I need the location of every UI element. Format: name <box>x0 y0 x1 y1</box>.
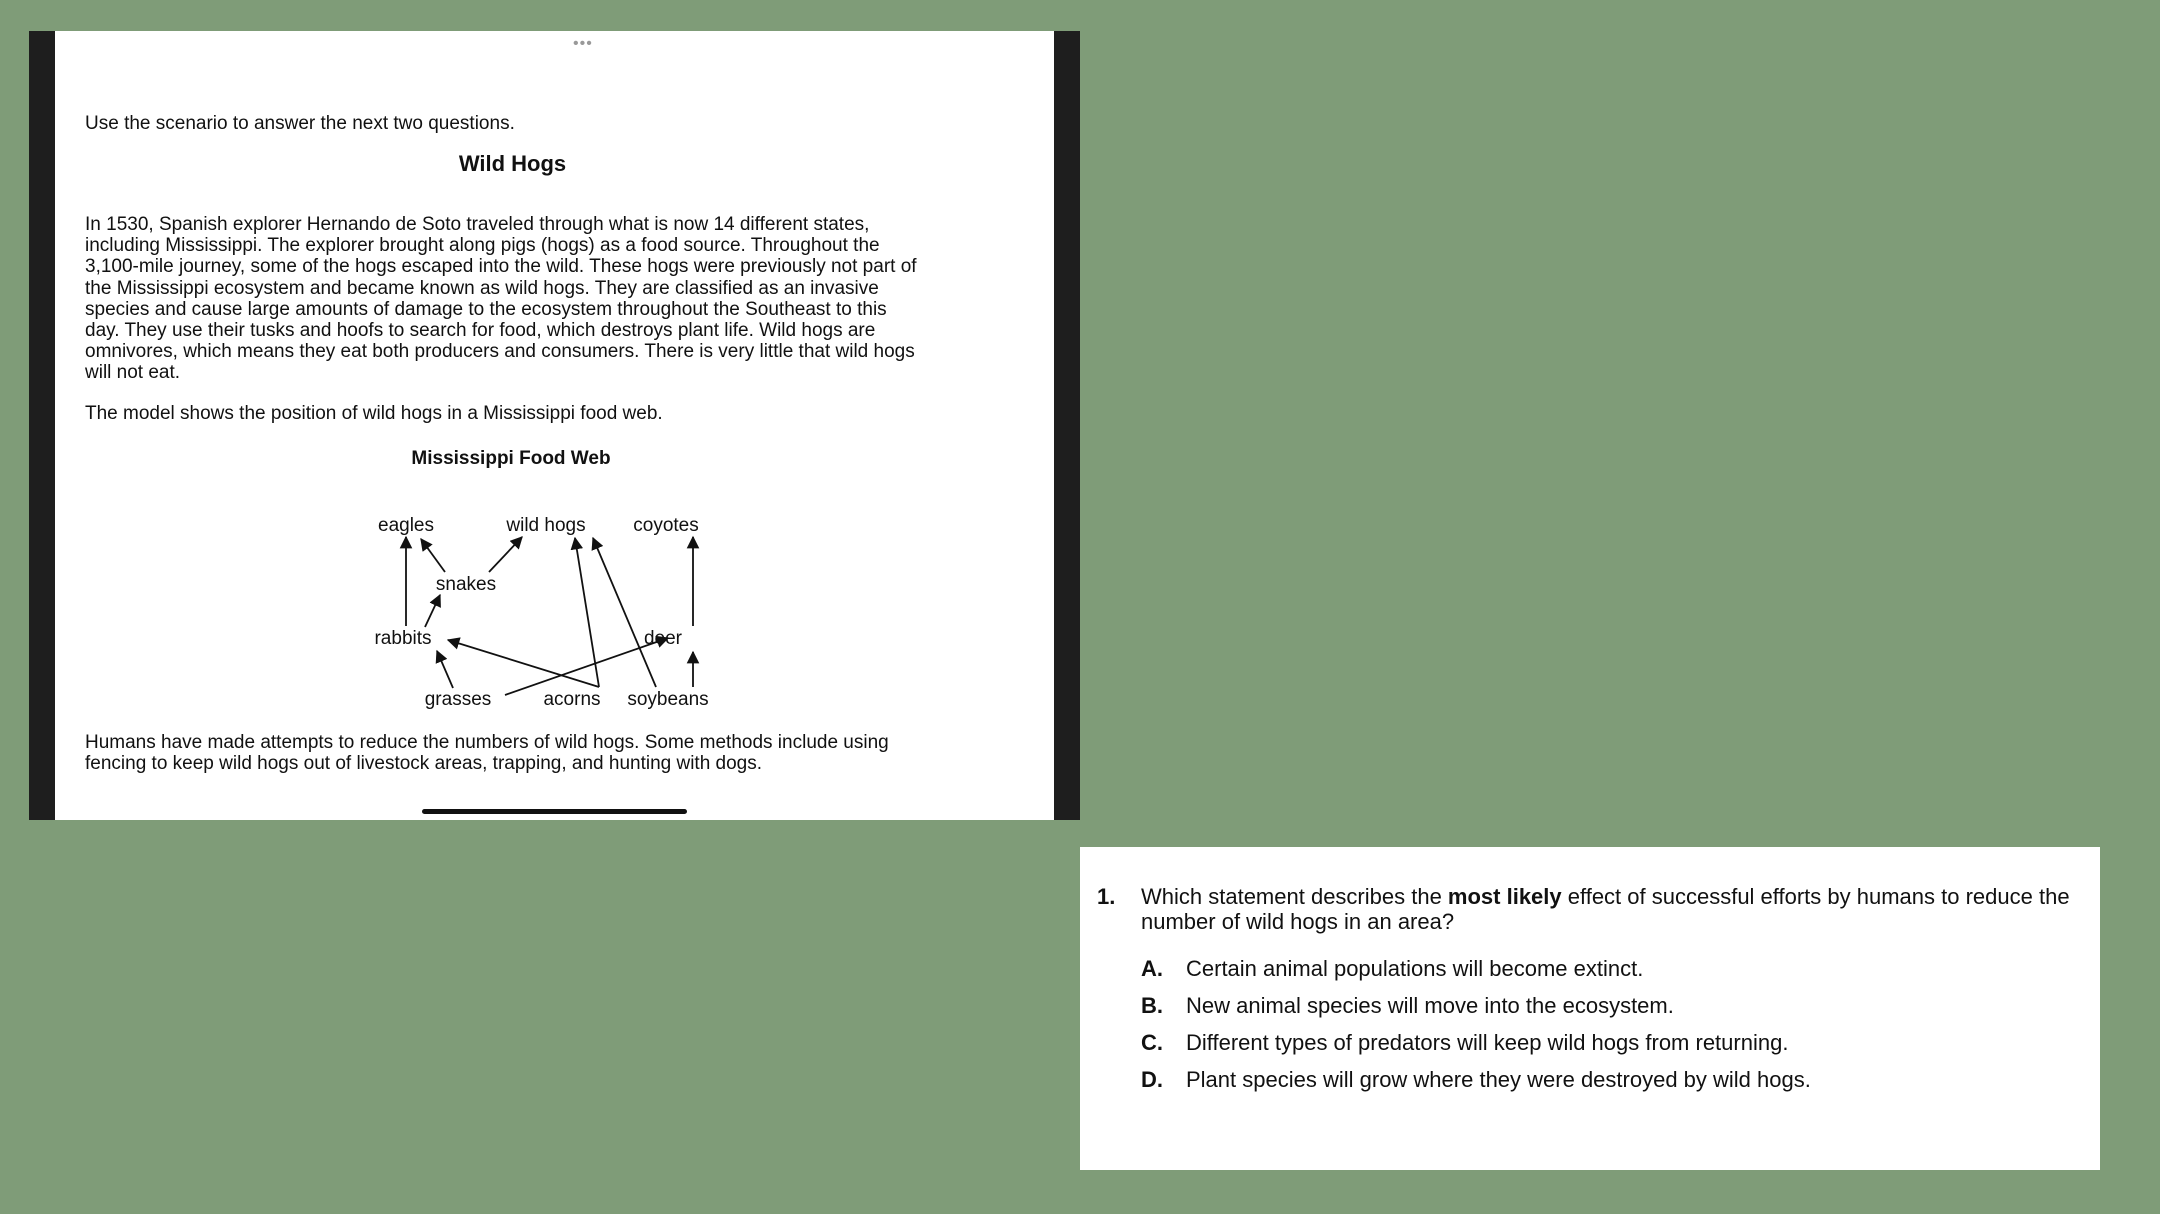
organism-soybeans: soybeans <box>627 689 709 710</box>
organism-snakes: snakes <box>435 574 497 595</box>
paragraph-line: In 1530, Spanish explorer Hernando de Soto traveled through what is now 14 different states, <box>85 214 870 235</box>
question-stem-start: Which statement describes the <box>1141 884 1448 909</box>
more-options-icon[interactable]: ••• <box>573 35 593 52</box>
paragraph-line: day. They use their tusks and hoofs to search for food, which destroys plant life. Wild hogs are <box>85 320 876 342</box>
arrow-rabbits-to-snakes <box>425 595 440 627</box>
paragraph-line: the Mississippi ecosystem and became known as wild hogs. They are classified as an invasive <box>85 277 879 299</box>
scenario-title: Wild Hogs <box>458 151 567 176</box>
paragraph-line: will not eat. <box>85 362 181 384</box>
paragraph-line: fencing to keep wild hogs out of livestock areas, trapping, and hunting with dogs. <box>85 753 763 775</box>
paragraph-line: species and cause large amounts of damage to the ecosystem throughout the Southeast to this <box>85 298 887 320</box>
tablet-frame <box>29 31 1080 820</box>
arrow-soybeans-to-wild-hogs <box>593 538 656 687</box>
answer-choice-c[interactable] <box>1141 1030 1788 1056</box>
scenario-instruction: Use the scenario to answer the next two questions. <box>85 113 515 134</box>
choice-text: Plant species will grow where they were destroyed by wild hogs. <box>1186 1067 1811 1092</box>
question-stem-end: effect of successful efforts by humans to reduce the number of wild hogs in an area? <box>1141 884 2070 934</box>
food-web-diagram <box>85 471 945 721</box>
organism-coyotes: coyotes <box>633 515 699 536</box>
choice-letter: A. <box>1141 956 1163 981</box>
choice-text: Certain animal populations will become extinct. <box>1186 956 1644 981</box>
choice-text: Different types of predators will keep wild hogs from returning. <box>1186 1030 1789 1055</box>
choice-letter: D. <box>1141 1067 1163 1092</box>
question-stem <box>1141 884 2081 934</box>
question-panel <box>1080 847 2100 1170</box>
question-number: 1. <box>1097 884 1116 909</box>
arrow-snakes-to-eagles <box>421 539 445 572</box>
organism-eagles: eagles <box>378 515 434 536</box>
choice-text: New animal species will move into the ecosystem. <box>1186 993 1674 1018</box>
organism-deer: deer <box>643 628 683 649</box>
arrow-grasses-to-rabbits <box>437 651 453 688</box>
arrow-acorns-to-rabbits <box>448 640 599 687</box>
organism-grasses: grasses <box>424 689 492 710</box>
question-stem-emphasis: most likely <box>1447 884 1562 909</box>
paragraph-line: 3,100-mile journey, some of the hogs escaped into the wild. These hogs were previously not part of <box>85 256 917 278</box>
answer-choice-a[interactable] <box>1141 956 1643 982</box>
closing-paragraph <box>85 732 965 774</box>
scenario-page[interactable] <box>55 31 1054 820</box>
organism-rabbits: rabbits <box>374 628 432 649</box>
choice-letter: C. <box>1141 1030 1163 1055</box>
paragraph-line: including Mississippi. The explorer brought along pigs (hogs) as a food source. Throughout the <box>85 235 880 257</box>
arrow-acorns-to-wild-hogs <box>575 538 599 687</box>
arrow-snakes-to-wild-hogs <box>489 537 522 572</box>
answer-choice-d[interactable] <box>1141 1067 1811 1093</box>
organism-wild-hogs: wild hogs <box>506 515 586 536</box>
paragraph-line: omnivores, which means they eat both producers and consumers. There is very little that wild hogs <box>85 341 915 363</box>
home-indicator[interactable] <box>422 809 687 814</box>
choice-letter: B. <box>1141 993 1163 1018</box>
organism-acorns: acorns <box>543 689 601 710</box>
paragraph-line: Humans have made attempts to reduce the numbers of wild hogs. Some methods include using <box>85 732 889 753</box>
arrow-grasses-to-deer <box>505 638 668 695</box>
food-web-title: Mississippi Food Web <box>411 448 611 469</box>
scenario-paragraph <box>85 214 965 384</box>
answer-choice-b[interactable] <box>1141 993 1674 1019</box>
model-intro: The model shows the position of wild hogs in a Mississippi food web. <box>85 403 663 424</box>
